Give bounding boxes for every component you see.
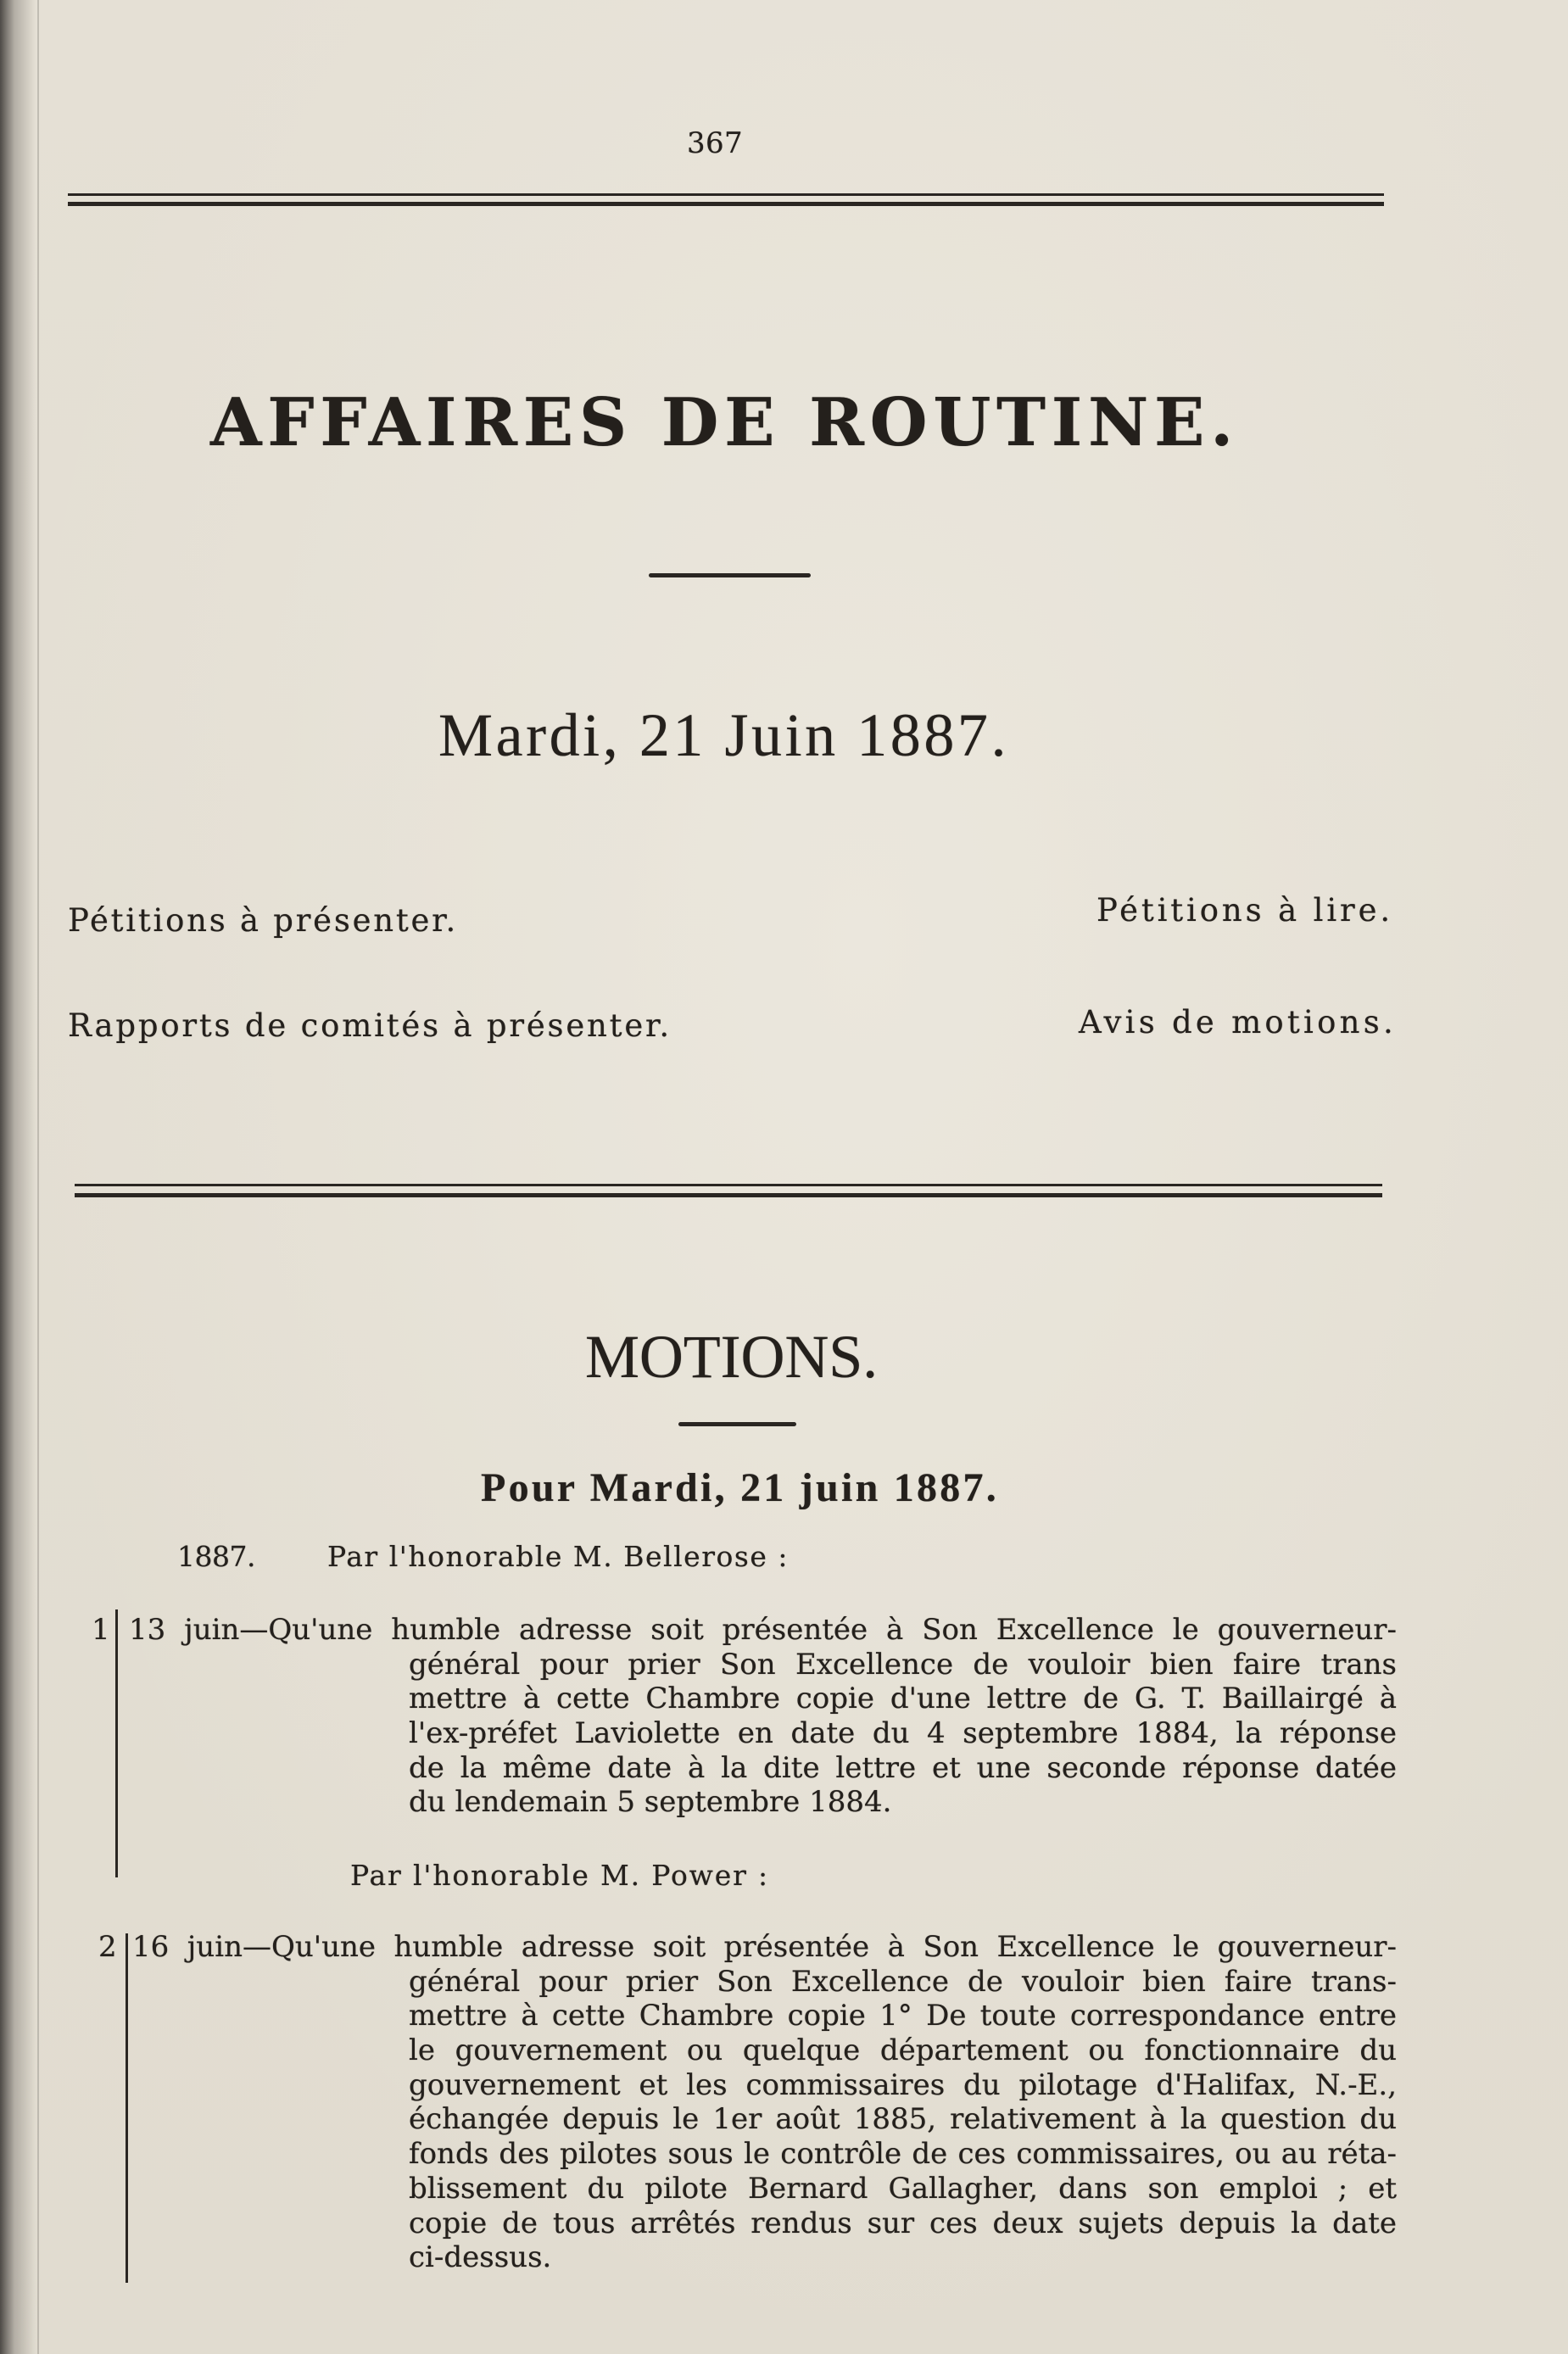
- motion-margin-bar: [126, 1933, 128, 2283]
- motion-text-line: 16 juin—Qu'une humble adresse soit présentée à Son Excellence le gouverneur-: [132, 1930, 1397, 1964]
- motion-text-line: ci-dessus.: [409, 2240, 552, 2274]
- motion-number: 1: [92, 1613, 110, 1647]
- motion-text-line: le gouvernement ou quelque département ou fonctionnaire du: [409, 2033, 1397, 2067]
- motion-margin-bar: [115, 1609, 118, 1877]
- motion-number: 2: [98, 1930, 117, 1964]
- motion-text-line: de la même date à la dite lettre et une seconde réponse datée: [409, 1751, 1397, 1785]
- motion-text-line: général pour prier Son Excellence de vouloir bien faire trans: [409, 1648, 1397, 1682]
- routine-item-petitions-present: Pétitions à présenter.: [68, 902, 458, 939]
- title-underline: [649, 573, 811, 577]
- routine-item-petitions-read: Pétitions à lire.: [1096, 892, 1393, 929]
- motion-mover: Par l'honorable M. Power :: [350, 1859, 769, 1892]
- motions-title-underline: [678, 1422, 796, 1426]
- motion-text-line: échangée depuis le 1er août 1885, relativement à la question du: [409, 2102, 1397, 2136]
- motion-mover: Par l'honorable M. Bellerose :: [327, 1540, 789, 1573]
- motion-text-line: du lendemain 5 septembre 1884.: [409, 1785, 892, 1819]
- section-divider-thin: [75, 1184, 1382, 1186]
- motion-text-line: mettre à cette Chambre copie 1° De toute correspondance entre: [409, 1999, 1397, 2033]
- routine-item-notices-of-motion: Avis de motions.: [1079, 1004, 1397, 1040]
- motions-for-date: Pour Mardi, 21 juin 1887.: [481, 1465, 999, 1510]
- sitting-date: Mardi, 21 Juin 1887.: [438, 701, 1009, 769]
- section-title-routine: AFFAIRES DE ROUTINE.: [210, 384, 1239, 461]
- motion-text-line: général pour prier Son Excellence de vouloir bien faire trans-: [409, 1965, 1397, 1999]
- page-number: 367: [687, 126, 743, 160]
- motion-text-line: gouvernement et les commissaires du pilotage d'Halifax, N.-E.,: [409, 2068, 1397, 2102]
- binding-shadow: [0, 0, 51, 2354]
- motion-text-line: copie de tous arrêtés rendus sur ces deux sujets depuis la date: [409, 2206, 1397, 2240]
- motion-text-line: blissement du pilote Bernard Gallagher, dans son emploi ; et: [409, 2172, 1397, 2206]
- header-rule-thick: [68, 202, 1384, 206]
- header-rule-thin: [68, 193, 1384, 196]
- page-fold-line: [37, 0, 39, 2354]
- motion-text-line: fonds des pilotes sous le contrôle de ces commissaires, ou au réta-: [409, 2137, 1397, 2171]
- routine-item-committee-reports: Rapports de comités à présenter.: [68, 1007, 672, 1044]
- section-title-motions: MOTIONS.: [585, 1323, 878, 1391]
- motion-text-line: 13 juin—Qu'une humble adresse soit présentée à Son Excellence le gouverneur-: [129, 1613, 1397, 1647]
- motion-text-line: mettre à cette Chambre copie d'une lettre de G. T. Baillairgé à: [409, 1682, 1397, 1715]
- section-divider-thick: [75, 1193, 1382, 1197]
- motions-year: 1887.: [177, 1540, 255, 1573]
- motion-text-line: l'ex-préfet Laviolette en date du 4 septembre 1884, la réponse: [409, 1716, 1397, 1750]
